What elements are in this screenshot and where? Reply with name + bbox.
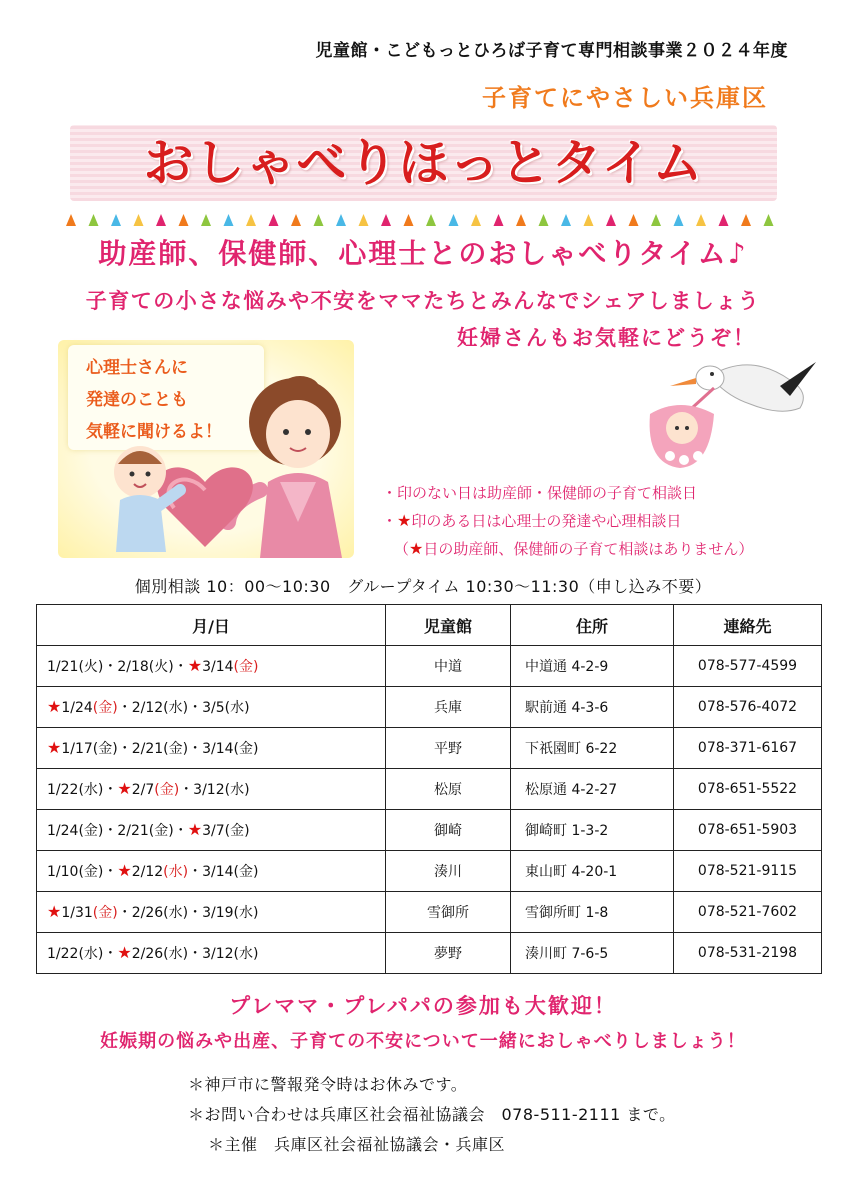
date-text: 2/26(水)・3/12(水)	[131, 946, 259, 962]
date-text: 1/22(水)・	[47, 782, 118, 798]
bunting-flag	[111, 214, 121, 226]
cell-dates	[37, 851, 386, 892]
prepapa-welcome: プレママ・プレパパの参加も大歓迎！	[229, 994, 617, 1018]
header-date: 月/日	[37, 605, 386, 646]
cell-hall: 平野	[386, 728, 511, 769]
bunting-flag	[66, 214, 76, 226]
cell-tel: 078-531-2198	[674, 933, 822, 974]
bunting-flags	[62, 210, 782, 228]
star-icon: ★	[117, 943, 132, 962]
cell-dates	[37, 687, 386, 728]
header-address: 住所	[511, 605, 674, 646]
cell-hall: 御崎	[386, 810, 511, 851]
table-row	[37, 851, 822, 892]
bunting-flag	[494, 214, 504, 226]
bunting-flag	[426, 214, 436, 226]
bunting-flag	[179, 214, 189, 226]
cell-hall: 湊川	[386, 851, 511, 892]
bunting-flag	[156, 214, 166, 226]
cell-hall: 雪御所	[386, 892, 511, 933]
cell-address: 東山町 4-20-1	[511, 851, 674, 892]
bunting-flag	[89, 214, 99, 226]
bunting-flag	[561, 214, 571, 226]
date-text: ・2/26(水)・3/19(水)	[117, 905, 259, 921]
organizer-line: 児童館・こどもっとひろば子育て専門相談事業２０２４年度	[315, 41, 788, 61]
note-midwife-days: ・印のない日は助産師・保健師の子育て相談日	[382, 484, 698, 502]
date-text: ・2/12(水)・3/5(水)	[117, 700, 250, 716]
date-text: 1/24	[61, 700, 93, 716]
note-star-days-exception	[394, 538, 753, 559]
star-icon: ★	[397, 511, 412, 530]
star-icon: ★	[187, 656, 203, 675]
header-hall: 児童館	[386, 605, 511, 646]
date-text: ・3/12(水)	[179, 782, 250, 798]
note-exception-text: 日の助産師、保健師の子育て相談はありません）	[423, 540, 754, 558]
table-row	[37, 769, 822, 810]
date-text: (金)	[154, 782, 180, 798]
cell-dates	[37, 810, 386, 851]
bunting-flag	[269, 214, 279, 226]
date-text: (金)	[233, 659, 259, 675]
date-text: 1/24(金)・2/21(金)・	[47, 823, 188, 839]
bunting-flag	[201, 214, 211, 226]
header-contact: 連絡先	[674, 605, 822, 646]
bunting-flag	[584, 214, 594, 226]
cell-address: 下祇園町 6-22	[511, 728, 674, 769]
schedule-times: 個別相談 10：00〜10:30 グループタイム 10:30〜11:30（申し込み不要）	[134, 577, 712, 596]
star-icon: ★	[117, 861, 132, 880]
cell-tel: 078-371-6167	[674, 728, 822, 769]
stork-carrying-baby-icon	[640, 356, 816, 474]
cell-address: 松原通 4-2-27	[511, 769, 674, 810]
table-row	[37, 687, 822, 728]
note-paren-open: （	[394, 540, 410, 558]
bunting-flag	[449, 214, 459, 226]
cell-tel: 078-577-4599	[674, 646, 822, 687]
footer-organizer-note: ＊主催 兵庫区社会福祉協議会・兵庫区	[208, 1135, 506, 1154]
bunting-flag	[674, 214, 684, 226]
star-icon: ★	[117, 779, 132, 798]
note-psychologist-text: 印のある日は心理士の発達や心理相談日	[411, 512, 682, 530]
bunting-flag	[696, 214, 706, 226]
pregnancy-invite: 妊娠期の悩みや出産、子育ての不安について一緒におしゃべりしましょう！	[100, 1031, 746, 1052]
table-row	[37, 646, 822, 687]
cell-tel: 078-521-7602	[674, 892, 822, 933]
bunting-flag	[291, 214, 301, 226]
bunting-flag	[404, 214, 414, 226]
cell-address: 御崎町 1-3-2	[511, 810, 674, 851]
bunting-flag	[246, 214, 256, 226]
cell-tel: 078-651-5903	[674, 810, 822, 851]
footer-contact-note: ＊お問い合わせは兵庫区社会福祉協議会 078-511-2111 まで。	[188, 1105, 676, 1124]
table-header-row	[37, 605, 822, 646]
cell-dates	[37, 728, 386, 769]
cell-address: 雪御所町 1-8	[511, 892, 674, 933]
bunting-flag	[224, 214, 234, 226]
cell-address: 駅前通 4-3-6	[511, 687, 674, 728]
cell-dates	[37, 892, 386, 933]
cell-tel: 078-651-5522	[674, 769, 822, 810]
bunting-flag	[336, 214, 346, 226]
bunting-flag	[539, 214, 549, 226]
star-icon: ★	[187, 820, 203, 839]
cell-hall: 中道	[386, 646, 511, 687]
date-text: (水)	[163, 864, 189, 880]
star-icon: ★	[47, 738, 62, 757]
date-text: 1/10(金)・	[47, 864, 118, 880]
bunting-flag	[719, 214, 729, 226]
bunting-flag	[134, 214, 144, 226]
bunting-flag	[516, 214, 526, 226]
date-text: ・3/14(金)	[188, 864, 259, 880]
date-text: 3/7(金)	[202, 823, 250, 839]
footer-alert-note: ＊神戸市に警報発令時はお休みです。	[188, 1075, 468, 1094]
date-text: (金)	[92, 905, 118, 921]
bunting-flag	[471, 214, 481, 226]
table-row	[37, 810, 822, 851]
date-text: 1/31	[61, 905, 93, 921]
date-text: (金)	[92, 700, 118, 716]
bunting-flag	[741, 214, 751, 226]
note-bullet: ・	[382, 512, 398, 530]
cell-tel: 078-576-4072	[674, 687, 822, 728]
cell-dates	[37, 933, 386, 974]
star-icon: ★	[47, 697, 62, 716]
bunting-flag	[359, 214, 369, 226]
schedule-table	[36, 604, 822, 974]
catch-main: 助産師、保健師、心理士とのおしゃべりタイム♪	[98, 237, 748, 270]
bunting-flag	[651, 214, 661, 226]
cell-address: 湊川町 7-6-5	[511, 933, 674, 974]
date-text: 2/7	[131, 782, 155, 798]
bubble-line-2: 発達のことも	[86, 390, 188, 410]
bunting-flag	[606, 214, 616, 226]
date-text: 1/21(火)・2/18(火)・	[47, 659, 188, 675]
main-title: おしゃべりほっとタイム	[143, 134, 704, 192]
bunting-flag	[314, 214, 324, 226]
cell-dates	[37, 769, 386, 810]
pregnant-welcome: 妊婦さんもお気軽にどうぞ！	[457, 326, 756, 350]
date-text: 1/22(水)・	[47, 946, 118, 962]
catch-sub: 子育ての小さな悩みや不安をママたちとみんなでシェアしましょう	[85, 289, 761, 313]
cell-dates	[37, 646, 386, 687]
table-row	[37, 933, 822, 974]
star-icon: ★	[409, 539, 424, 558]
cell-hall: 夢野	[386, 933, 511, 974]
table-row	[37, 892, 822, 933]
bubble-line-1: 心理士さんに	[86, 358, 188, 378]
cell-address: 中道通 4-2-9	[511, 646, 674, 687]
bubble-line-3: 気軽に聞けるよ！	[86, 422, 222, 442]
cell-hall: 兵庫	[386, 687, 511, 728]
table-row	[37, 728, 822, 769]
bunting-flag	[629, 214, 639, 226]
date-text: 1/17(金)・2/21(金)・3/14(金)	[61, 741, 259, 757]
note-psychologist-days	[382, 510, 681, 531]
cell-hall: 松原	[386, 769, 511, 810]
date-text: 2/12	[131, 864, 164, 880]
cell-tel: 078-521-9115	[674, 851, 822, 892]
bunting-flag	[381, 214, 391, 226]
star-icon: ★	[47, 902, 62, 921]
date-text: 3/14	[202, 659, 234, 675]
ward-slogan: 子育てにやさしい兵庫区	[482, 84, 768, 112]
bunting-flag	[764, 214, 774, 226]
mother-baby-heart-icon	[110, 372, 350, 558]
